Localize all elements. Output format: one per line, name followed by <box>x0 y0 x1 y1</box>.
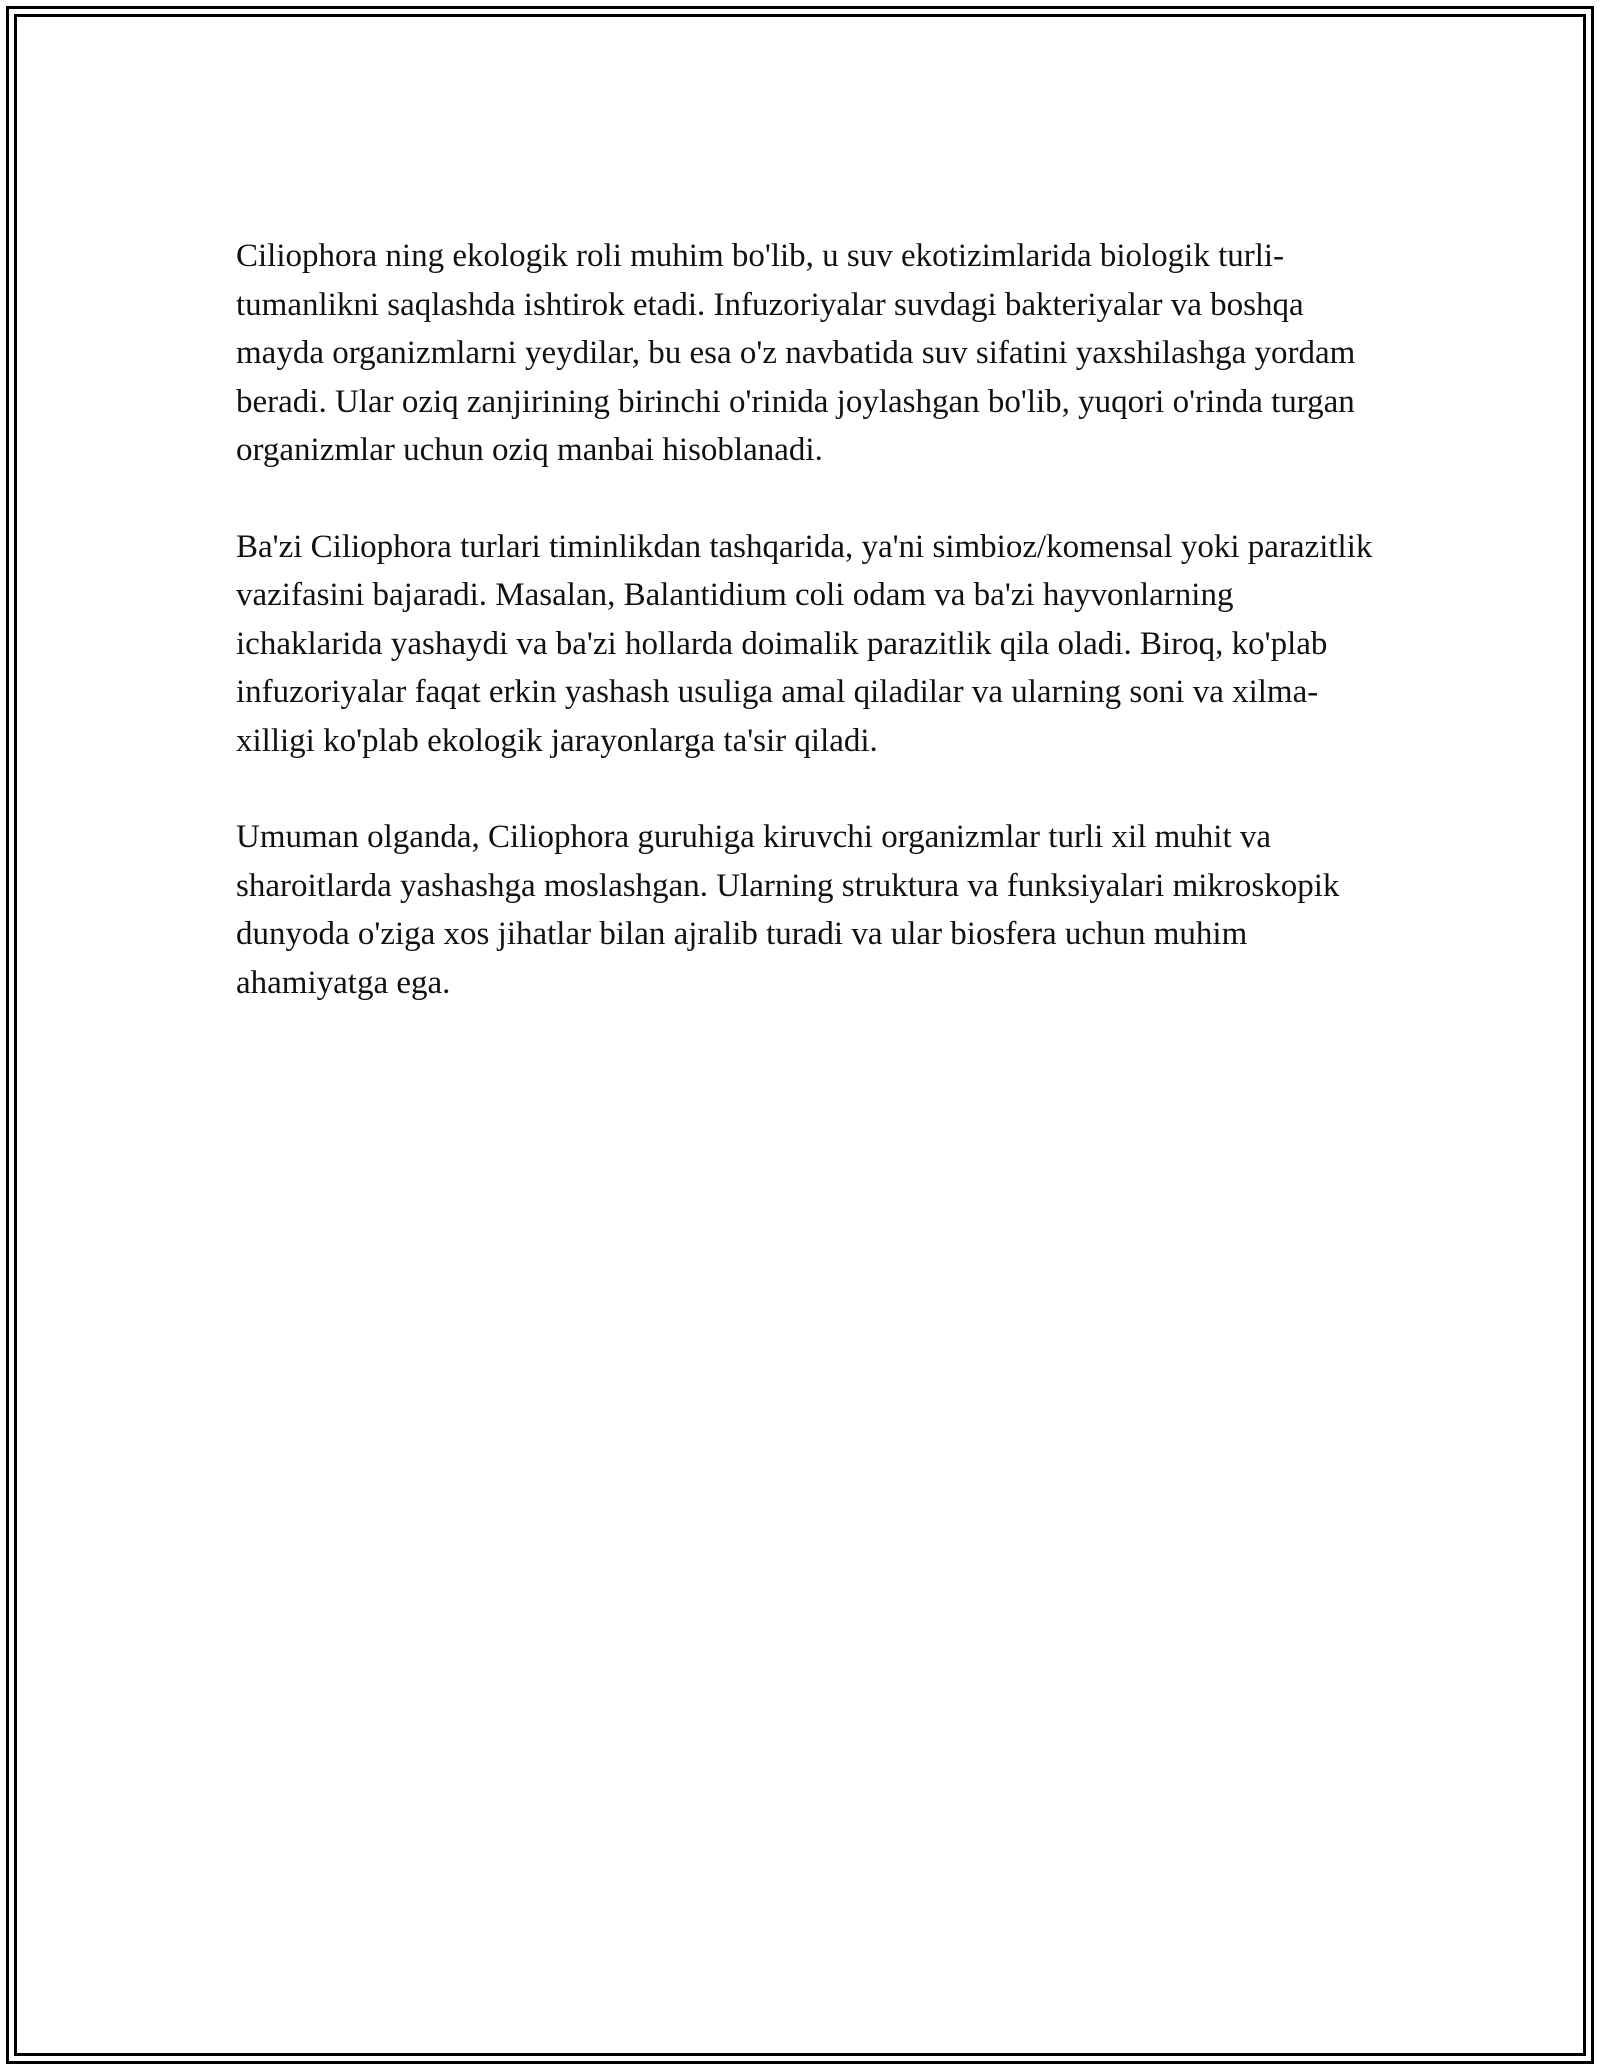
paragraph-symbiosis-parasitism: Ba'zi Ciliophora turlari timinlikdan tashqarida, ya'ni simbioz/komensal yoki parazitlik vazifasini bajaradi. Masalan, Balantidium coli odam va ba'zi hayvonlarning ichaklarida yashaydi va ba'zi hollarda doimalik parazitlik qila oladi. Biroq, ko'plab infuzoriyalar faqat erkin yashash usuliga amal qiladilar va ularning soni va xilma-xilligi ko'plab ekologik jarayonlarga ta'sir qiladi. <box>236 528 1373 759</box>
paragraph-ecological-role: Ciliophora ning ekologik roli muhim bo'lib, u suv ekotizimlarida biologik turli-tumanlikni saqlashda ishtirok etadi. Infuzoriyalar suvdagi bakteriyalar va boshqa mayda organizmlarni yeydilar, bu esa o'z navbatida suv sifatini yaxshilashga yordam beradi. Ular oziq zanjirining birinchi o'rinida joylashgan bo'lib, yuqori o'rinda turgan organizmlar uchun oziq manbai hisoblanadi. <box>236 238 1356 468</box>
paragraph-conclusion: Umuman olganda, Ciliophora guruhiga kiruvchi organizmlar turli xil muhit va sharoitlarda yashashga moslashgan. Ularning struktura va funksiyalari mikroskopik dunyoda o'ziga xos jihatlar bilan ajralib turadi va ular biosfera uchun muhim ahamiyatga ega. <box>236 819 1340 1001</box>
document-body <box>236 232 1376 1055</box>
